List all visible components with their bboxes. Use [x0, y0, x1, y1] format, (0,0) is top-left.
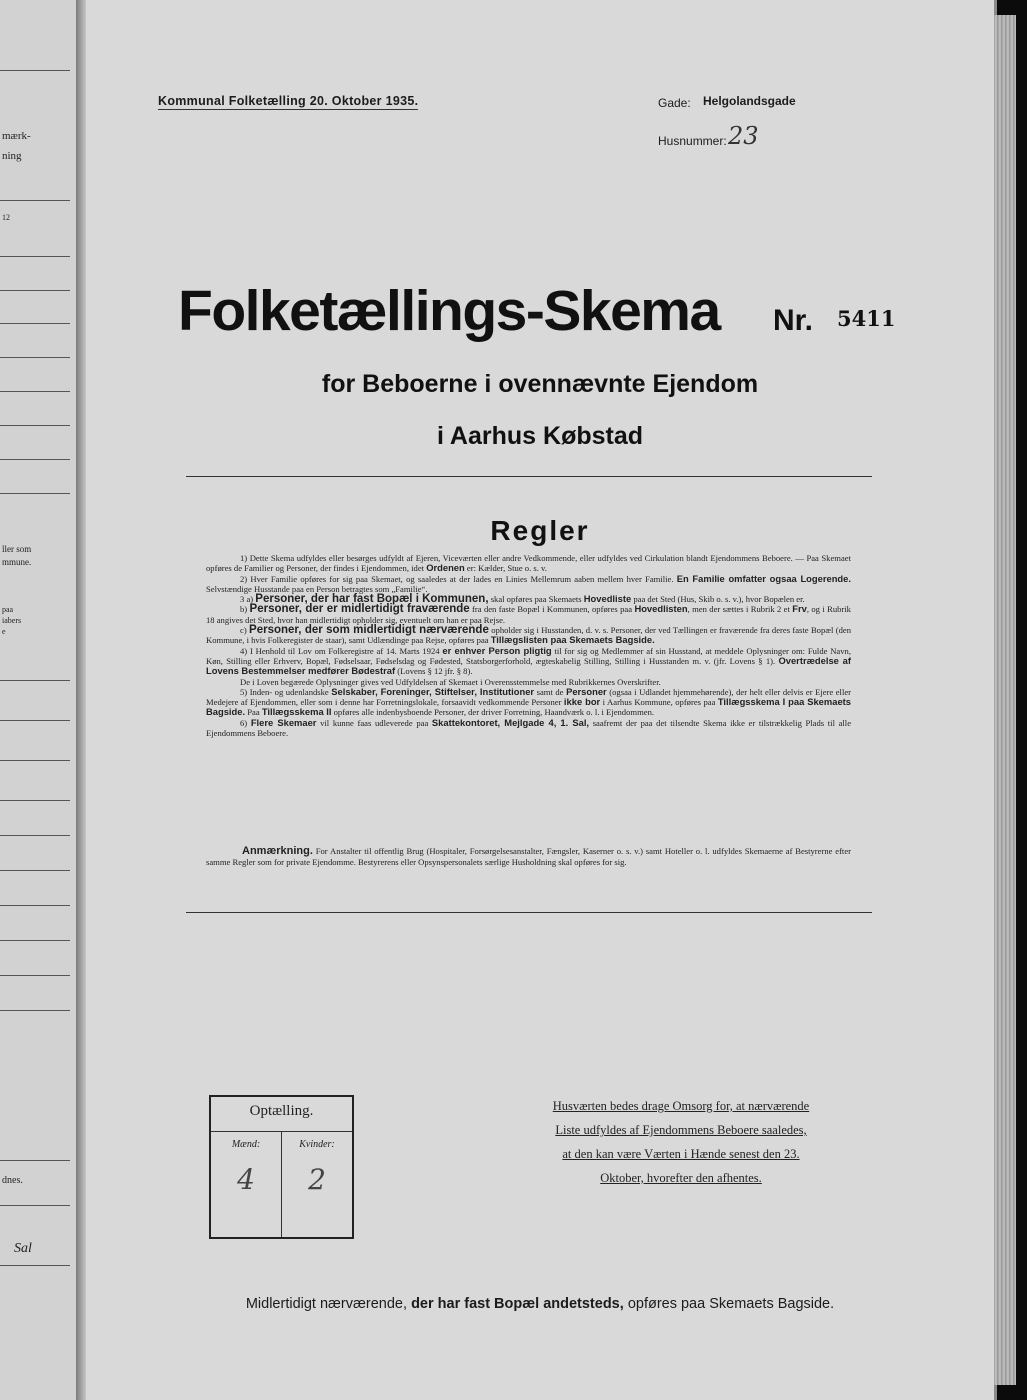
left-rule [0, 680, 70, 681]
rule-3c: c) Personer, der som midlertidigt nærværende opholder sig i Husstanden, d. v. s. Personer, der ved Tællingen er fraværende fra deres faste Bopæl (den Kommune, i hvis Folkeregister de staar), samt Udlændinge paa Rejse, opføres paa Tillægslisten paa Skemaets Bagside. [206, 624, 852, 646]
left-rule [0, 357, 70, 358]
rule-1: 1) Dette Skema udfyldes eller besørges udfyldt af Ejeren, Viceværten eller andre Vedkommende, eller udfyldes ved Cirkulation blandt Ejendommens Beboere. — Paa Skemaet opføres de Familier og Personer, der findes i Ejendommen, idet Ordenen er: Kælder, Stue o. s. v. [206, 553, 851, 574]
footer-note: Midlertidigt nærværende, der har fast Bopæl andetsteds, opføres paa Skemaets Bagside. [245, 1296, 835, 1312]
left-rule [0, 940, 70, 941]
left-fragment: paa [2, 605, 14, 614]
left-fragment: Sal [14, 1241, 32, 1256]
kvinder-label: Kvinder: [299, 1139, 335, 1150]
left-rule [0, 1010, 70, 1011]
form-title: Folketællings-Skema [178, 279, 720, 343]
regler-text [206, 553, 851, 738]
left-fragment: ller som [2, 544, 32, 554]
left-rule [0, 975, 70, 976]
landlord-notice [506, 1100, 856, 1196]
maend-label: Mænd: [231, 1139, 261, 1150]
left-rule [0, 760, 70, 761]
left-fragment: dnes. [2, 1175, 23, 1186]
notice-line: Husværten bedes drage Omsorg for, at nærværende [552, 1099, 810, 1113]
left-rule [0, 493, 70, 494]
page-stack-edge [994, 15, 1016, 1385]
left-fragment: e [2, 627, 6, 636]
left-rule [0, 870, 70, 871]
census-header-title: Kommunal Folketælling 20. Oktober 1935. [158, 94, 419, 108]
anmaerkning-text: For Anstalter til offentlig Brug (Hospitaler, Forsørgelsesanstalter, Fængsler, Kaserner o. s. v.) samt Hoteller o. l. udfyldes Skemaerne af Bestyrerne efter samme Regler som for private Ejendomme. Bestyrerens eller Opsynspersonalets særlige Husholdning skal opføres for sig. [206, 846, 851, 867]
husnummer-label: Husnummer: [658, 134, 727, 148]
left-rule [0, 459, 70, 460]
left-rule [0, 800, 70, 801]
notice-line: Oktober, hvorefter den afhentes. [600, 1171, 762, 1185]
kvinder-value: 2 [308, 1163, 326, 1196]
left-rule [0, 323, 70, 324]
divider-rule [186, 476, 872, 477]
form-number-value: 5411 [837, 306, 896, 331]
notice-line: at den kan være Værten i Hænde senest den 23. [562, 1147, 800, 1161]
optaelling-title: Optælling. [249, 1103, 314, 1119]
left-page [0, 0, 78, 1400]
rule-3b: b) Personer, der er midlertidigt fraværende fra den faste Bopæl i Kommunen, opføres paa Hovedlisten, men der sættes i Rubrik 2 et Frv, og i Rubrik 18 angives det Sted, hvor han midlertidigt opholder sig, eventuelt om han er paa Rejse. [206, 603, 851, 625]
gade-value: Helgolandsgade [703, 94, 796, 108]
anmaerkning-label: Anmærkning. [242, 845, 313, 857]
left-rule [0, 391, 70, 392]
book-gutter [76, 0, 86, 1400]
left-fragment: 12 [2, 213, 10, 222]
anmaerkning [206, 846, 851, 868]
husnummer-value: 23 [728, 122, 759, 150]
left-rule [0, 290, 70, 291]
rule-3a: 3 a) Personer, der har fast Bopæl i Kommunen, skal opføres paa Skemaets Hovedliste paa det Sted (Hus, Skib o. s. v.), hvor Bopælen er. [240, 593, 805, 606]
left-rule [0, 720, 70, 721]
maend-value: 4 [237, 1163, 255, 1196]
form-number-label: Nr. [773, 304, 814, 337]
left-rule [0, 256, 70, 257]
left-rule [0, 835, 70, 836]
census-form-page [86, 0, 997, 1400]
rule-4: 4) I Henhold til Lov om Folkeregistre af 14. Marts 1924 er enhver Person pligtig til for sig og Medlemmer af sin Husstand, at meddele Oplysninger om: Fulde Navn, Køn, Stilling eller Erhverv, Bopæl, Fødselsaar, Fødselsdag og Fødested, Statsborgerforhold, ægteskabelig Stilling, Stilling i Husstanden m. v. (jfr. Lovens § 1). Overtrædelse af Lovens Bestemmelser medfører Bødestraf (Lovens § 12 jfr. § 8). [206, 644, 851, 677]
left-rule [0, 1265, 70, 1266]
rule-5: 5) Inden- og udenlandske Selskaber, Foreninger, Stiftelser, Institutioner samt de Personer (ogsaa i Udlandet hjemmehørende), der helt eller delvis er Ejere eller Medejere af Ejendommen, eller som i denne har Forretningslokale, forsaavidt vedkommende Personer ikke bor i Aarhus Kommune, opføres paa Tillægsskema I paa Skemaets Bagside. Paa Tillægsskema II opføres alle indenbysboende Personer, der driver Forretning, Haandværk o. l. i Ejendommen. [206, 685, 852, 718]
left-fragment: mærk- [2, 130, 31, 142]
rule-2: 2) Hver Familie opføres for sig paa Skemaet, og saaledes at der lades en Linies Mellemrum aaben mellem hver Familie. En Familie omfatter ogsaa Logerende. Selvstændige Husstande paa en Person betragtes som „Familie“. [206, 572, 851, 594]
notice-line: Liste udfyldes af Ejendommens Beboere saaledes, [555, 1123, 807, 1137]
left-fragment: mmune. [2, 557, 32, 567]
regler-heading: Regler [490, 515, 590, 546]
left-fragment: ning [2, 150, 22, 162]
left-rule [0, 200, 70, 201]
form-subtitle-1: for Beboerne i ovennævnte Ejendom [321, 370, 759, 398]
left-rule [0, 1205, 70, 1206]
left-rule [0, 1160, 70, 1161]
left-rule [0, 905, 70, 906]
left-fragment: iabers [2, 616, 22, 625]
rule-6: 6) Flere Skemaer vil kunne faas udleverede paa Skattekontoret, Mejlgade 4, 1. Sal, saafremt der paa det tilsendte Skema ikke er tilstrækkelig Plads til alle Ejendommens Beboere. [206, 716, 852, 739]
gade-label: Gade: [658, 96, 691, 110]
left-rule [0, 70, 70, 71]
rule-4b: De i Loven begærede Oplysninger gives ved Udfyldelsen af Skemaet i Overensstemmelse med Rubrikkernes Overskrifter. [240, 676, 661, 687]
form-subtitle-2: i Aarhus Købstad [436, 422, 644, 450]
optaelling-box [209, 1095, 354, 1239]
left-rule [0, 425, 70, 426]
divider-rule [186, 912, 872, 913]
